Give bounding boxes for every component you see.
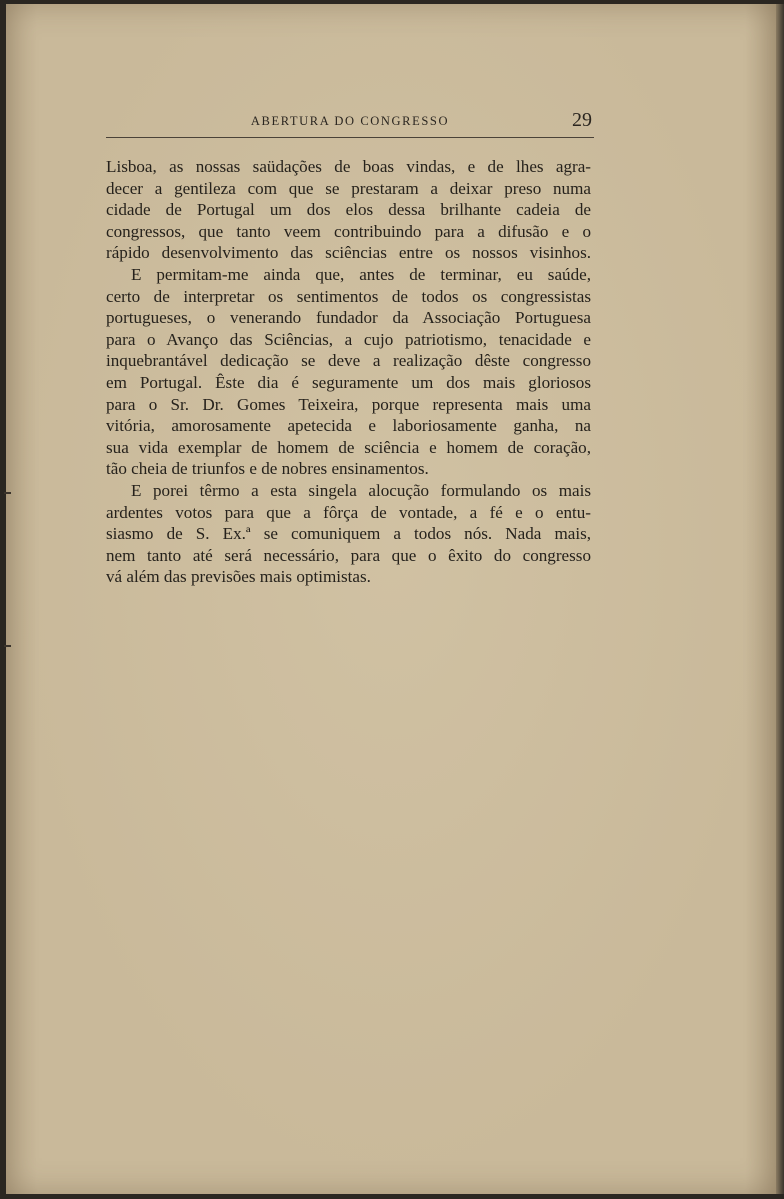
page-header <box>106 110 594 134</box>
text-line: E porei têrmo a esta singela alocução formulando os mais <box>131 480 591 500</box>
page-number: 29 <box>572 109 592 131</box>
text-line: nem tanto até será necessário, para que o êxito do congresso <box>106 545 591 565</box>
text-line: decer a gentileza com que se prestaram a deixar preso numa <box>106 178 591 198</box>
page-edge <box>776 4 784 1194</box>
text-line: cidade de Portugal um dos elos dessa brilhante cadeia de <box>106 200 591 220</box>
text-line: Lisboa, as nossas saüdações de boas vindas, e de lhes agra- <box>106 157 591 176</box>
text-line: E permitam-me ainda que, antes de terminar, eu saúde, <box>131 264 591 284</box>
text-line: para o Avanço das Sciências, a cujo patriotismo, tenacidade e <box>106 329 591 349</box>
text-line: inquebrantável dedicação se deve a realização dêste congresso <box>106 351 591 371</box>
margin-mark <box>4 492 11 494</box>
text-line: rápido desenvolvimento das sciências entre os nossos visinhos. <box>106 243 591 263</box>
text-line: tão cheia de triunfos e de nobres ensinamentos. <box>106 459 429 479</box>
text-line: certo de interpretar os sentimentos de todos os congressistas <box>106 286 591 306</box>
text-line: em Portugal. Êste dia é seguramente um dos mais gloriosos <box>106 372 591 392</box>
text-line: para o Sr. Dr. Gomes Teixeira, porque representa mais uma <box>106 394 591 414</box>
text-line: congressos, que tanto veem contribuindo para a difusão e o <box>106 221 591 241</box>
header-rule <box>106 137 594 138</box>
text-line: vá além das previsões mais optimistas. <box>106 567 371 587</box>
text-line: sua vida exemplar de homem de sciência e homem de coração, <box>106 437 591 457</box>
text-line: portugueses, o venerando fundador da Associação Portuguesa <box>106 308 591 328</box>
text-line: vitória, amorosamente apetecida e laboriosamente ganha, na <box>106 416 591 436</box>
body-text <box>106 156 591 588</box>
margin-mark <box>4 645 11 647</box>
text-line: ardentes votos para que a fôrça de vontade, a fé e o entu- <box>106 502 591 522</box>
text-line: siasmo de S. Ex.ª se comuniquem a todos nós. Nada mais, <box>106 524 591 544</box>
running-title: ABERTURA DO CONGRESSO <box>250 114 450 128</box>
